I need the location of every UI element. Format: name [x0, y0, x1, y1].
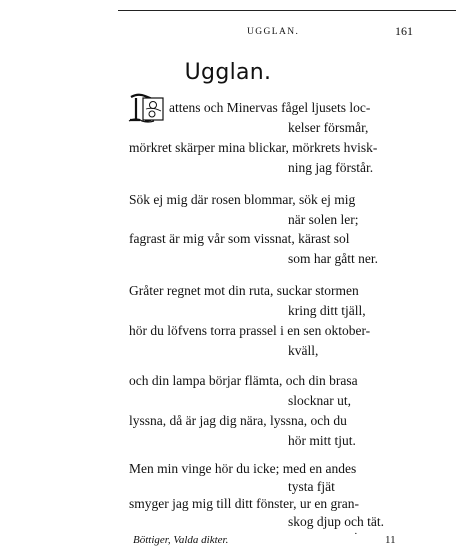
poem-line: Sök ej mig där rosen blommar, sök ej mig [129, 192, 356, 207]
poem-line: lyssna, då är jag dig nära, lyssna, och du [129, 413, 347, 428]
poem-line-continuation: ning jag förstår. [288, 160, 374, 175]
poem-line-continuation: tysta fjät [288, 479, 335, 494]
poem-line: Men min vinge hör du icke; med en andes [129, 461, 357, 476]
poem-line: och din lampa börjar flämta, och din brasa [129, 373, 358, 388]
poem-line-continuation: kelser försmår, [288, 120, 369, 135]
top-rule [118, 10, 456, 11]
poem-line: mörkret skärper mina blickar, mörkrets hvisk- [129, 140, 378, 155]
poem-line: Gråter regnet mot din ruta, suckar stormen [129, 283, 359, 298]
poem-line: smyger jag mig till ditt fönster, ur en gran- [129, 496, 360, 511]
page-number: 161 [395, 24, 413, 38]
running-head: UGGLAN. [247, 27, 300, 37]
sheet-number: 11 [385, 534, 396, 546]
poem-line-continuation: slocknar ut, [288, 393, 351, 408]
poem-line: hör du löfvens torra prassel i en sen oktober- [129, 323, 371, 338]
ornamental-initial-letter [126, 93, 169, 123]
poem-line: attens och Minervas fågel ljusets loc- [169, 100, 371, 115]
footer-signature: Böttiger, Valda dikter. [133, 534, 229, 546]
poem-line-continuation: som har gått ner. [288, 251, 378, 266]
poem-line-continuation: kring ditt tjäll, [288, 303, 366, 318]
poem-line-continuation: hör mitt tjut. [288, 433, 356, 448]
poem-title: Ugglan. [184, 60, 272, 85]
poem-line-continuation: när solen ler; [288, 212, 359, 227]
initial-letter-text: N [145, 102, 161, 123]
poem-line: fagrast är mig vår som vissnat, kärast sol [129, 231, 350, 246]
poem-line-continuation: skog djup och tät. [288, 514, 384, 529]
poem-line-continuation: kväll, [288, 343, 319, 358]
footer-mark: · [354, 528, 358, 540]
